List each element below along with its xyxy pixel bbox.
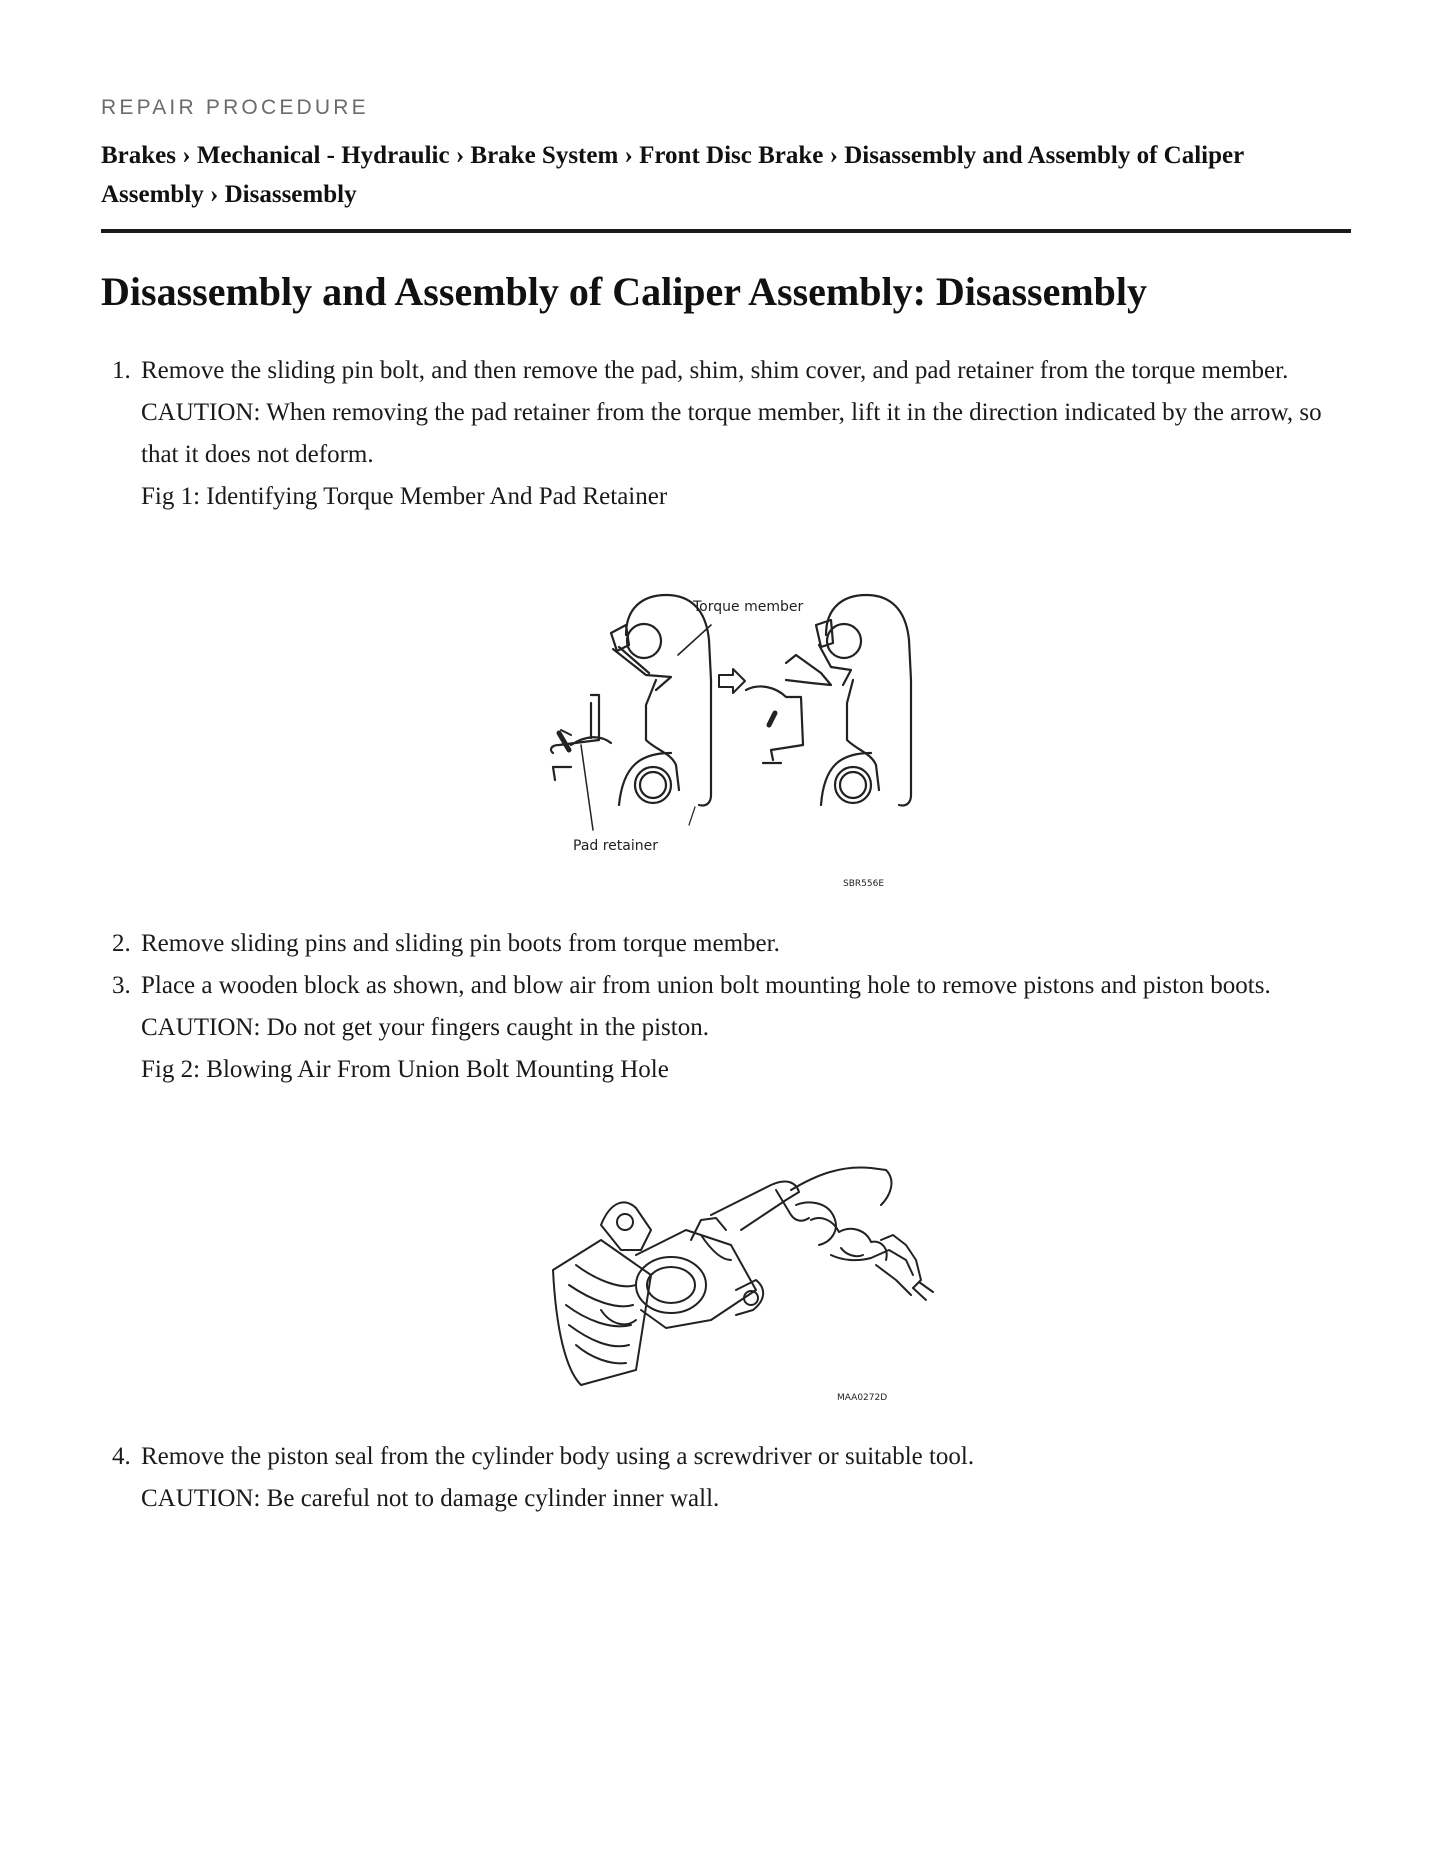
- step-number: 3.: [112, 972, 131, 999]
- air-gun-and-hand-illustration: [711, 1167, 933, 1300]
- direction-arrow-icon: [719, 669, 745, 693]
- figure-code: MAA0272D: [837, 1393, 888, 1403]
- wooden-block-illustration: [553, 1240, 651, 1385]
- step-number: 2.: [112, 930, 131, 957]
- torque-member-label: Torque member: [693, 599, 804, 615]
- breadcrumb: Brakes › Mechanical - Hydraulic › Brake System › Front Disc Brake › Disassembly and Assembly of Caliper Assembly › Disassembly: [101, 142, 1244, 208]
- step-text: Remove the piston seal from the cylinder body using a screwdriver or suitable tool.: [141, 1443, 975, 1470]
- step-text: Remove sliding pins and sliding pin boots from torque member.: [141, 930, 780, 957]
- step-text: Remove the sliding pin bolt, and then remove the pad, shim, shim cover, and pad retainer from the torque member.: [141, 357, 1289, 384]
- page-title: Disassembly and Assembly of Caliper Assembly: Disassembly: [101, 269, 1148, 314]
- pad-retainer-label: Pad retainer: [573, 838, 658, 854]
- caliper-right-illustration: [746, 595, 911, 806]
- step-3: [101, 965, 1351, 1091]
- step-caution: CAUTION: Be careful not to damage cylinder inner wall.: [141, 1485, 720, 1512]
- figure-1-torque-member-diagram: [531, 585, 951, 895]
- step-number: 4.: [112, 1443, 131, 1470]
- step-4: [101, 1436, 1351, 1520]
- step-caution: CAUTION: Do not get your fingers caught in the piston.: [141, 1014, 709, 1041]
- figure-caption: Fig 1: Identifying Torque Member And Pad Retainer: [141, 483, 668, 510]
- step-caution: CAUTION: When removing the pad retainer from the torque member, lift it in the direction indicated by the arrow, so that it does not deform.: [141, 399, 1322, 468]
- section-kicker: REPAIR PROCEDURE: [101, 96, 369, 119]
- figure-code: SBR556E: [843, 879, 885, 889]
- step-number: 1.: [112, 357, 131, 384]
- figure-2-air-blowing-illustration: [541, 1160, 951, 1415]
- figure-caption: Fig 2: Blowing Air From Union Bolt Mounting Hole: [141, 1056, 669, 1083]
- caliper-left-illustration: [551, 595, 711, 830]
- caliper-body-illustration: [601, 1202, 763, 1328]
- step-2: [101, 923, 1351, 965]
- step-1: [101, 350, 1351, 518]
- step-text: Place a wooden block as shown, and blow air from union bolt mounting hole to remove pistons and piston boots.: [141, 972, 1271, 999]
- header-divider: [101, 229, 1351, 233]
